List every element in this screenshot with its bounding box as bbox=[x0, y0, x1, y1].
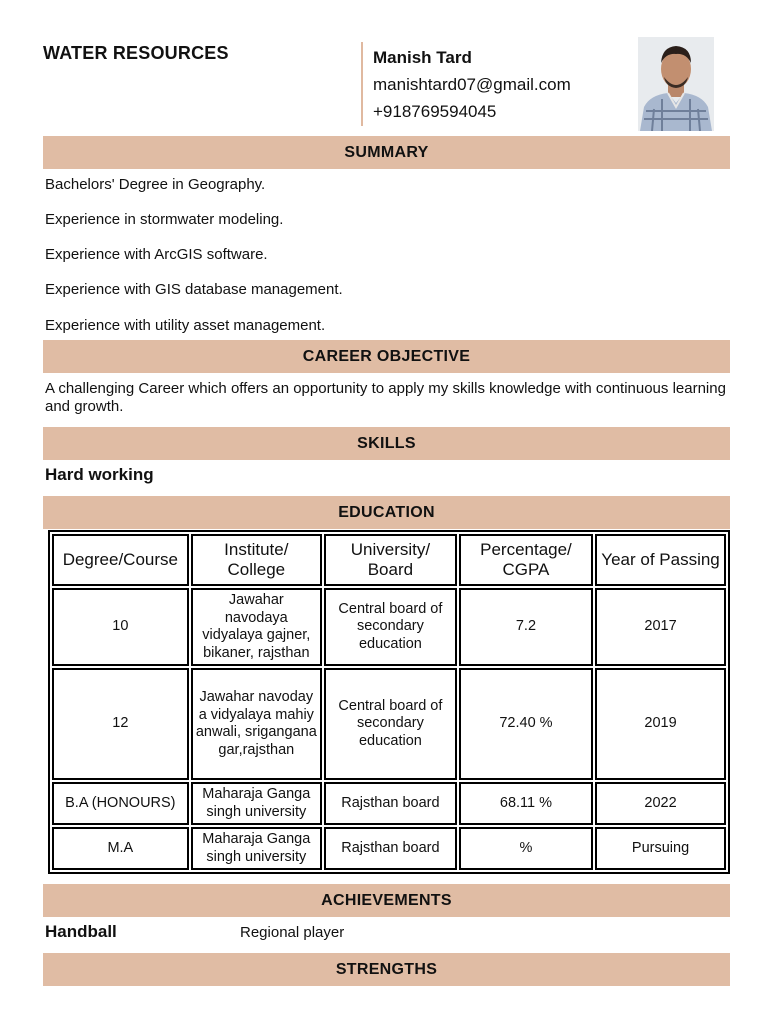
header-divider bbox=[361, 42, 363, 126]
table-cell: M.A bbox=[52, 827, 189, 870]
table-cell: Maharaja Ganga singh university bbox=[191, 827, 322, 870]
column-header-university: University/ Board bbox=[324, 534, 457, 586]
education-heading: EDUCATION bbox=[43, 496, 730, 529]
table-cell: 2022 bbox=[595, 782, 726, 825]
education-table bbox=[48, 530, 730, 874]
candidate-phone: +918769594045 bbox=[373, 102, 497, 121]
table-cell: Central board of secondary education bbox=[324, 588, 457, 666]
table-row bbox=[52, 827, 726, 870]
career-objective-heading: CAREER OBJECTIVE bbox=[43, 340, 730, 373]
achievements-heading: ACHIEVEMENTS bbox=[43, 884, 730, 917]
achievement-name: Handball bbox=[45, 922, 117, 941]
strengths-heading: STRENGTHS bbox=[43, 953, 730, 986]
candidate-email: manishtard07@gmail.com bbox=[373, 75, 571, 94]
table-cell: Jawahar navodaya vidyalaya gajner, bikaner, rajsthan bbox=[191, 588, 322, 666]
table-cell: 7.2 bbox=[459, 588, 593, 666]
table-cell: Pursuing bbox=[595, 827, 726, 870]
contact-block bbox=[373, 44, 571, 125]
table-cell: 2017 bbox=[595, 588, 726, 666]
skill-item: Hard working bbox=[45, 465, 154, 484]
summary-item: Bachelors' Degree in Geography. bbox=[45, 176, 266, 193]
summary-heading: SUMMARY bbox=[43, 136, 730, 169]
table-cell: B.A (HONOURS) bbox=[52, 782, 189, 825]
career-objective-text: A challenging Career which offers an opportunity to apply my skills knowledge with continuous learning and growth. bbox=[45, 380, 726, 415]
candidate-name: Manish Tard bbox=[373, 48, 472, 67]
column-header-degree: Degree/Course bbox=[52, 534, 189, 586]
profile-photo-image bbox=[638, 37, 714, 131]
summary-item: Experience with utility asset management. bbox=[45, 317, 326, 334]
column-header-institute: Institute/ College bbox=[191, 534, 322, 586]
table-cell: 10 bbox=[52, 588, 189, 666]
summary-item: Experience with ArcGIS software. bbox=[45, 246, 268, 263]
table-cell: Rajsthan board bbox=[324, 827, 457, 870]
profile-photo bbox=[638, 37, 714, 131]
table-cell: Rajsthan board bbox=[324, 782, 457, 825]
skills-heading: SKILLS bbox=[43, 427, 730, 460]
table-row bbox=[52, 588, 726, 666]
table-cell: 68.11 % bbox=[459, 782, 593, 825]
resume-title: WATER RESOURCES bbox=[43, 43, 229, 63]
column-header-percentage: Percentage/ CGPA bbox=[459, 534, 593, 586]
table-cell: Maharaja Ganga singh university bbox=[191, 782, 322, 825]
table-cell: 72.40 % bbox=[459, 668, 593, 780]
column-header-year: Year of Passing bbox=[595, 534, 726, 586]
table-row bbox=[52, 668, 726, 780]
table-row bbox=[52, 782, 726, 825]
table-cell: Central board of secondary education bbox=[324, 668, 457, 780]
table-cell: 2019 bbox=[595, 668, 726, 780]
achievement-detail: Regional player bbox=[240, 924, 345, 941]
table-cell: 12 bbox=[52, 668, 189, 780]
table-header-row bbox=[52, 534, 726, 586]
summary-item: Experience with GIS database management. bbox=[45, 281, 343, 298]
table-cell: % bbox=[459, 827, 593, 870]
summary-item: Experience in stormwater modeling. bbox=[45, 211, 284, 228]
table-cell: Jawahar navodaya vidyalaya mahiyanwali, sriganganagar,rajsthan bbox=[191, 668, 322, 780]
